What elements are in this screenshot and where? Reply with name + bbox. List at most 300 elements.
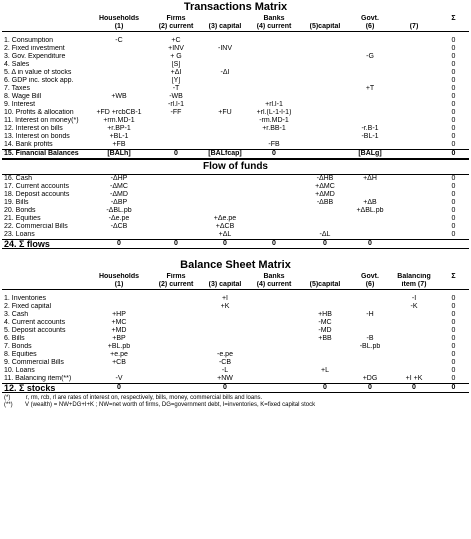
cell-col-5: -MD — [318, 327, 332, 334]
cell-col-6 — [350, 37, 390, 45]
cell-col-7 — [390, 150, 438, 159]
cell-col-1: +MC — [111, 319, 127, 326]
cell-col-8: 0 — [451, 117, 456, 124]
cell-col-7 — [390, 45, 438, 53]
cell-col-6 — [350, 109, 390, 117]
cell-col-2: (2) current — [150, 281, 202, 290]
cell-col-6: +ΔB — [363, 199, 377, 206]
cell-col-3 — [202, 77, 248, 85]
cell-col-3: +ΔCB — [215, 223, 235, 230]
cell-col-1 — [88, 45, 150, 53]
cell-col-7 — [390, 15, 438, 23]
row-label: 22. Commercial Bills — [4, 223, 68, 230]
cell-col-4 — [248, 207, 300, 215]
cell-col-4 — [248, 231, 300, 240]
transactions-row — [2, 93, 469, 101]
cell-col-1 — [88, 303, 150, 311]
cell-col-4 — [248, 343, 300, 351]
cell-col-5 — [300, 101, 350, 109]
cell-col-5: +ΔMD — [315, 191, 335, 198]
cell-col-6 — [350, 215, 390, 223]
balance-row — [2, 319, 469, 327]
cell-col-4: 0 — [248, 240, 300, 249]
cell-col-8: 0 — [451, 375, 456, 382]
cell-col-5: -ΔL — [319, 231, 331, 238]
cell-col-5 — [300, 69, 350, 77]
cell-col-7: 0 — [390, 384, 438, 393]
cell-col-2 — [150, 303, 202, 311]
cell-col-5 — [300, 207, 350, 215]
cell-col-3 — [202, 117, 248, 125]
cell-col-4 — [248, 295, 300, 303]
cell-col-1: +rm.MD-1 — [103, 117, 135, 124]
cell-col-3: +K — [220, 303, 230, 310]
cell-col-8: 0 — [451, 351, 456, 358]
cell-col-1 — [88, 53, 150, 61]
cell-col-8: 0 — [451, 141, 456, 148]
row-label: 11. Balancing item(**) — [4, 375, 72, 382]
flow-row — [2, 175, 469, 183]
cell-col-2: -rl.l-1 — [168, 101, 184, 108]
transactions-row — [2, 61, 469, 69]
row-label: 15. Financial Balances — [2, 150, 88, 159]
cell-col-5: +BB — [318, 335, 332, 342]
cell-col-1: +BL.pb — [107, 343, 131, 350]
cell-col-1: -C — [115, 37, 123, 44]
cell-col-3: [BALfcap] — [202, 150, 248, 159]
cell-col-2 — [150, 359, 202, 367]
cell-col-3 — [202, 85, 248, 93]
cell-col-6: +ΔBL.pb — [356, 207, 384, 214]
cell-col-2: -FF — [170, 109, 182, 116]
row-label: 12. Σ stocks — [2, 384, 88, 393]
cell-col-1: -ΔBP — [110, 199, 128, 206]
balance-row — [2, 351, 469, 359]
cell-col-7 — [390, 93, 438, 101]
cell-col-3 — [202, 61, 248, 69]
cell-col-6 — [350, 351, 390, 359]
cell-col-8: 0 — [451, 343, 456, 350]
cell-col-2 — [150, 117, 202, 125]
cell-col-1: -ΔMD — [110, 191, 128, 198]
cell-col-4 — [248, 175, 300, 183]
transactions-row — [2, 141, 469, 150]
balance-row — [2, 343, 469, 351]
cell-col-4: Banks — [263, 15, 285, 22]
cell-col-6: -BL-1 — [361, 133, 379, 140]
cell-col-2 — [150, 231, 202, 240]
cell-col-4: -FB — [268, 141, 280, 148]
transactions-header-row-1 — [2, 15, 469, 23]
cell-col-5 — [300, 85, 350, 93]
cell-col-8: 0 — [451, 101, 456, 108]
balance-row — [2, 335, 469, 343]
cell-col-3 — [202, 175, 248, 183]
cell-col-7 — [390, 69, 438, 77]
cell-col-1: -ΔBL.pb — [106, 207, 132, 214]
balance-sheet-title: Balance Sheet Matrix — [180, 259, 291, 271]
row-label: 11. Interest on money(*) — [4, 117, 79, 124]
cell-col-2 — [150, 367, 202, 375]
row-label: 4. Current accounts — [4, 319, 66, 326]
cell-col-6: -B — [366, 335, 374, 342]
cell-col-3 — [202, 273, 248, 281]
cell-col-8: 0 — [451, 77, 456, 84]
cell-col-5: +ΔMC — [315, 183, 335, 190]
cell-col-4 — [248, 61, 300, 69]
cell-col-6 — [350, 101, 390, 109]
cell-col-3: 0 — [202, 384, 248, 393]
cell-col-7 — [390, 223, 438, 231]
cell-col-5: (5)capital — [300, 23, 350, 32]
transactions-row — [2, 37, 469, 45]
cell-col-1: 0 — [88, 384, 150, 393]
cell-col-6 — [350, 61, 390, 69]
cell-col-6: (6) — [350, 281, 390, 290]
cell-col-2: [Y] — [171, 77, 181, 84]
cell-col-7 — [390, 37, 438, 45]
cell-col-7 — [390, 133, 438, 141]
row-label: 1. Consumption — [4, 37, 54, 44]
cell-col-5: 0 — [300, 384, 350, 393]
cell-col-2: 0 — [150, 150, 202, 159]
row-label: 14. Bank profits — [4, 141, 53, 148]
cell-col-7: Balancing — [397, 273, 431, 280]
cell-col-8: 0 — [438, 384, 469, 393]
cell-col-6 — [350, 367, 390, 375]
cell-col-3 — [202, 133, 248, 141]
cell-col-6: -H — [366, 311, 374, 318]
flow-total-row — [2, 240, 469, 249]
row-label: 6. Bills — [4, 335, 25, 342]
cell-col-8: 0 — [451, 183, 456, 190]
row-label: 23. Loans — [4, 231, 35, 238]
cell-col-4: +rl.(L-1-l-1) — [256, 109, 292, 116]
cell-col-4 — [248, 327, 300, 335]
cell-col-2 — [150, 191, 202, 199]
cell-col-1: +BL-1 — [109, 133, 129, 140]
cell-col-3: 0 — [202, 240, 248, 249]
cell-col-5 — [300, 303, 350, 311]
cell-col-8: 0 — [451, 191, 456, 198]
balance-header-row-2 — [2, 281, 469, 290]
cell-col-2 — [150, 133, 202, 141]
row-label: 6. GDP inc. stock app. — [4, 77, 74, 84]
balance-row — [2, 367, 469, 375]
cell-col-5 — [300, 215, 350, 223]
cell-col-3: +ΔL — [218, 231, 232, 238]
cell-col-8: 0 — [451, 319, 456, 326]
cell-col-3 — [202, 207, 248, 215]
cell-col-3: (3) capital — [202, 281, 248, 290]
balance-row — [2, 311, 469, 319]
cell-col-3: -INV — [218, 45, 232, 52]
cell-col-5 — [300, 37, 350, 45]
cell-col-6 — [350, 117, 390, 125]
cell-col-3 — [202, 93, 248, 101]
cell-col-7 — [390, 335, 438, 343]
cell-col-8: 0 — [451, 215, 456, 222]
cell-col-1: -ΔMC — [110, 183, 128, 190]
transactions-row — [2, 45, 469, 53]
cell-col-5 — [300, 61, 350, 69]
cell-col-4 — [248, 183, 300, 191]
transactions-header-row-2 — [2, 23, 469, 32]
cell-col-4 — [248, 215, 300, 223]
cell-col-1: +BP — [112, 335, 126, 342]
cell-col-2 — [150, 199, 202, 207]
cell-col-3 — [202, 319, 248, 327]
cell-col-1: (1) — [88, 23, 150, 32]
cell-col-1: Households — [98, 273, 140, 280]
cell-col-3 — [202, 327, 248, 335]
cell-col-4 — [248, 311, 300, 319]
cell-col-8: 0 — [451, 85, 456, 92]
cell-col-7 — [390, 231, 438, 240]
cell-col-4 — [248, 335, 300, 343]
cell-col-3 — [202, 199, 248, 207]
cell-col-6: +DG — [362, 375, 378, 382]
cell-col-7 — [390, 117, 438, 125]
row-label — [2, 281, 88, 290]
cell-col-7 — [390, 53, 438, 61]
cell-col-1 — [88, 69, 150, 77]
cell-col-2 — [150, 141, 202, 150]
cell-col-8: 0 — [451, 133, 456, 140]
cell-col-7 — [390, 183, 438, 191]
cell-col-8: 0 — [451, 223, 456, 230]
cell-col-8: 0 — [451, 37, 456, 44]
row-label — [2, 23, 88, 32]
footnote-1 — [2, 395, 469, 402]
cell-col-5: 0 — [300, 240, 350, 249]
cell-col-1: +CB — [112, 359, 126, 366]
flow-row — [2, 191, 469, 199]
cell-col-6 — [350, 319, 390, 327]
cell-col-2: +C — [171, 37, 181, 44]
footnote-1-text: r, rm, rcb, rl are rates of interest on, respectively, bills, money, commercial bills and loans. — [25, 395, 263, 401]
balance-total-row — [2, 384, 469, 393]
cell-col-7 — [390, 367, 438, 375]
row-label: 3. Gov. Expenditure — [4, 53, 66, 60]
cell-col-6: 0 — [350, 384, 390, 393]
cell-col-4 — [248, 223, 300, 231]
cell-col-8 — [438, 281, 469, 290]
cell-col-4 — [248, 367, 300, 375]
cell-col-5: -ΔBB — [316, 199, 334, 206]
cell-col-1 — [88, 295, 150, 303]
cell-col-2: (2) current — [150, 23, 202, 32]
cell-col-6 — [350, 69, 390, 77]
cell-col-8: 0 — [451, 367, 456, 374]
cell-col-4: +r.BB-1 — [262, 125, 286, 132]
footnote-2 — [2, 402, 469, 409]
cell-col-6 — [350, 295, 390, 303]
cell-col-7 — [390, 77, 438, 85]
cell-col-2 — [150, 207, 202, 215]
row-label: 3. Cash — [4, 311, 29, 318]
cell-col-3 — [202, 101, 248, 109]
row-label: 10. Loans — [4, 367, 35, 374]
cell-col-6: [BALg] — [350, 150, 390, 159]
balance-row — [2, 295, 469, 303]
cell-col-7 — [390, 215, 438, 223]
cell-col-4: +rl.l-1 — [265, 101, 283, 108]
row-label: 8. Equities — [4, 351, 37, 358]
row-label: 17. Current accounts — [4, 183, 69, 190]
cell-col-7 — [390, 240, 438, 249]
cell-col-5 — [300, 15, 350, 23]
cell-col-3 — [202, 15, 248, 23]
flow-row — [2, 183, 469, 191]
cell-col-4 — [248, 77, 300, 85]
flow-row — [2, 207, 469, 215]
cell-col-6 — [350, 327, 390, 335]
cell-col-1: +FD +rcbCB-1 — [96, 109, 142, 116]
cell-col-3 — [202, 141, 248, 150]
row-label: 13. Interest on bonds — [4, 133, 70, 140]
cell-col-8: 0 — [451, 327, 456, 334]
cell-col-7: +I +K — [405, 375, 423, 382]
cell-col-8: Σ — [451, 15, 456, 22]
balance-row — [2, 303, 469, 311]
row-label: 16. Cash — [4, 175, 33, 182]
cell-col-6: Govt. — [361, 273, 379, 280]
row-label: 12. Interest on bills — [4, 125, 63, 132]
cell-col-6 — [350, 359, 390, 367]
cell-col-5 — [300, 223, 350, 231]
cell-col-6 — [350, 77, 390, 85]
balance-header-row-1 — [2, 273, 469, 281]
cell-col-7: item (7) — [390, 281, 438, 290]
balance-row — [2, 327, 469, 335]
row-label — [2, 15, 88, 23]
cell-col-4 — [248, 351, 300, 359]
cell-col-6: +ΔH — [363, 175, 377, 182]
cell-col-8: 0 — [451, 207, 456, 214]
cell-col-5 — [300, 343, 350, 351]
cell-col-4 — [248, 85, 300, 93]
transactions-row — [2, 85, 469, 93]
cell-col-6: -G — [366, 53, 374, 60]
cell-col-5 — [300, 125, 350, 133]
cell-col-7 — [390, 351, 438, 359]
cell-col-1: +FB — [112, 141, 126, 148]
cell-col-6 — [350, 191, 390, 199]
cell-col-3 — [202, 37, 248, 45]
cell-col-3 — [202, 343, 248, 351]
transactions-row — [2, 109, 469, 117]
cell-col-7 — [390, 311, 438, 319]
cell-col-5: -MC — [318, 319, 332, 326]
cell-col-7: -K — [410, 303, 418, 310]
transactions-row — [2, 101, 469, 109]
cell-col-7 — [390, 343, 438, 351]
transactions-row — [2, 117, 469, 125]
cell-col-8: 0 — [451, 199, 456, 206]
cell-col-6 — [350, 183, 390, 191]
transactions-title: Transactions Matrix — [183, 1, 288, 13]
cell-col-8: 0 — [451, 231, 456, 238]
cell-col-4: (4) current — [248, 281, 300, 290]
cell-col-2 — [150, 351, 202, 359]
flow-of-funds-title: Flow of funds — [2, 159, 469, 175]
cell-col-2: 0 — [150, 240, 202, 249]
cell-col-2 — [150, 295, 202, 303]
cell-col-8: 0 — [451, 125, 456, 132]
cell-col-2 — [150, 343, 202, 351]
row-label: 8. Wage Bill — [4, 93, 42, 100]
cell-col-2 — [150, 223, 202, 231]
cell-col-8: 0 — [438, 150, 469, 159]
cell-col-6: +T — [365, 85, 375, 92]
cell-col-4 — [248, 191, 300, 199]
cell-col-3: -L — [221, 367, 229, 374]
cell-col-6: (6) — [350, 23, 390, 32]
cell-col-7: (7) — [390, 23, 438, 32]
row-label: 5. Deposit accounts — [4, 327, 66, 334]
row-label: 24. Σ flows — [2, 240, 88, 249]
cell-col-4: (4) current — [248, 23, 300, 32]
cell-col-6 — [350, 45, 390, 53]
cell-col-4 — [248, 199, 300, 207]
cell-col-1: [BALh] — [88, 150, 150, 159]
cell-col-3 — [202, 311, 248, 319]
cell-col-7 — [390, 359, 438, 367]
cell-col-3: +FU — [218, 109, 232, 116]
cell-col-5 — [300, 53, 350, 61]
row-label: 1. Inventories — [4, 295, 47, 302]
cell-col-3 — [202, 53, 248, 61]
cell-col-3 — [202, 183, 248, 191]
cell-col-1: +MD — [111, 327, 127, 334]
row-label — [2, 273, 88, 281]
cell-col-6: -BL.pb — [359, 343, 381, 350]
cell-col-8: 0 — [451, 311, 456, 318]
cell-col-1: +HP — [112, 311, 126, 318]
cell-col-2 — [150, 125, 202, 133]
balance-row — [2, 375, 469, 384]
transactions-row — [2, 125, 469, 133]
cell-col-4 — [248, 37, 300, 45]
cell-col-5: (5)capital — [300, 281, 350, 290]
cell-col-2 — [150, 183, 202, 191]
cell-col-5 — [300, 359, 350, 367]
cell-col-4 — [248, 319, 300, 327]
cell-col-2: [S] — [171, 61, 181, 68]
flow-row — [2, 223, 469, 231]
cell-col-8: 0 — [451, 45, 456, 52]
cell-col-2 — [150, 215, 202, 223]
cell-col-4 — [248, 359, 300, 367]
cell-col-2 — [150, 335, 202, 343]
cell-col-7 — [390, 207, 438, 215]
footnote-2-text: V (wealth) = NW+DG+I+K ; NW=net worth of firms, DG=government debt, I=inventories, K=fixed capital stock — [25, 402, 316, 408]
cell-col-3: +Δe.pe — [213, 215, 237, 222]
row-label: 10. Profits & allocation — [4, 109, 74, 116]
row-label: 2. Fixed investment — [4, 45, 65, 52]
cell-col-7 — [390, 191, 438, 199]
cell-col-1: -ΔHP — [110, 175, 128, 182]
cell-col-3: +I — [221, 295, 229, 302]
cell-col-8: 0 — [451, 295, 456, 302]
cell-col-4: -rm.MD-1 — [259, 117, 289, 124]
cell-col-5 — [300, 375, 350, 384]
cell-col-7: -I — [411, 295, 417, 302]
flow-row — [2, 199, 469, 207]
transactions-table — [2, 15, 469, 159]
page — [2, 0, 469, 409]
